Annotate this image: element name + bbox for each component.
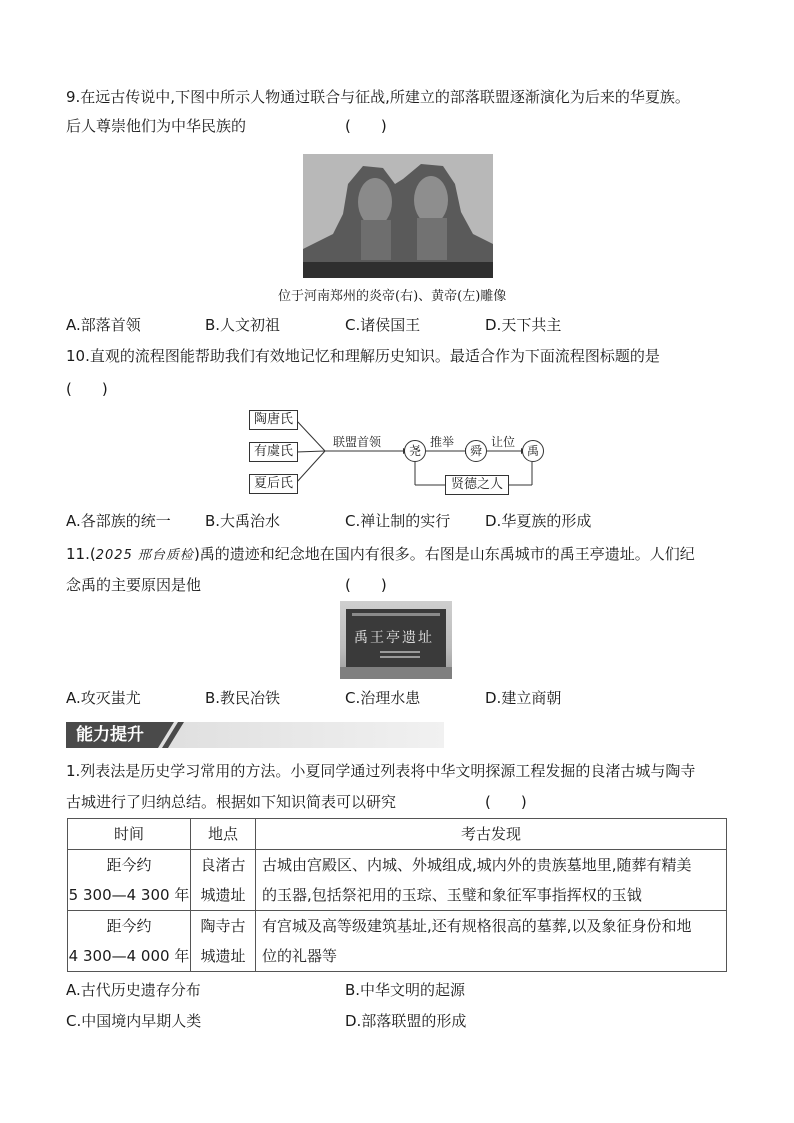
flow-node-shun: 舜 [465, 440, 487, 462]
q11-stem-line1 [66, 543, 695, 567]
statue-photo [303, 154, 493, 278]
flow-label-alliance: 联盟首领 [333, 435, 382, 449]
cell-place-line2: 城遗址 [200, 886, 246, 904]
q1-stem-line1: 1.列表法是历史学习常用的方法。小夏同学通过列表将中华文明探源工程发掘的良渚古城与陶寺 [66, 762, 696, 780]
q11-prefix: 11.( [66, 545, 96, 563]
header-finding: 考古发现 [256, 819, 727, 850]
cell-finding-line1: 古城由宫殿区、内城、外城组成,城内外的贵族墓地里,随葬有精美 [262, 856, 692, 874]
header-place: 地点 [191, 819, 256, 850]
q9-option-b[interactable]: B.人文初祖 [205, 316, 281, 334]
q1-option-c[interactable]: C.中国境内早期人类 [66, 1012, 202, 1030]
cell-place-line2: 城遗址 [200, 947, 246, 965]
table-header-row [68, 819, 727, 850]
cell-place [191, 850, 256, 911]
q11-option-b[interactable]: B.教民冶铁 [205, 689, 281, 707]
tablet-small-text-2 [380, 656, 420, 658]
flow-label-abdicate: 让位 [491, 435, 516, 449]
q9-option-c[interactable]: C.诸侯国王 [345, 316, 421, 334]
tablet-small-text-1 [380, 651, 420, 653]
header-time: 时间 [68, 819, 191, 850]
cell-finding-line2: 位的礼器等 [262, 947, 338, 965]
q10-option-c[interactable]: C.禅让制的实行 [345, 512, 451, 530]
table-row [68, 850, 727, 911]
cell-finding [256, 850, 727, 911]
tablet-top-text [352, 613, 440, 616]
statue-caption: 位于河南郑州的炎帝(右)、黄帝(左)雕像 [278, 289, 507, 304]
section-title: 能力提升 [76, 725, 144, 745]
q10-option-d[interactable]: D.华夏族的形成 [485, 512, 592, 530]
q1-answer-paren: ( ) [485, 793, 527, 811]
q10-option-b[interactable]: B.大禹治水 [205, 512, 281, 530]
cell-time [68, 911, 191, 972]
q9-stem-line1: 9.在远古传说中,下图中所示人物通过联合与征战,所建立的部落联盟逐渐演化为后来的华夏族。 [66, 88, 690, 106]
q9-stem-line2: 后人尊崇他们为中华民族的 [66, 117, 247, 135]
q11-option-c[interactable]: C.治理水患 [345, 689, 421, 707]
q1-option-d[interactable]: D.部落联盟的形成 [345, 1012, 467, 1030]
q11-source: 2025 邢台质检 [95, 548, 194, 563]
flowchart [245, 405, 565, 500]
stone-title: 禹王亭遗址 [354, 630, 434, 646]
flow-label-recommend: 推举 [430, 435, 455, 449]
section-banner [66, 722, 444, 748]
cell-place-line1: 良渚古 [200, 856, 246, 874]
cell-time-line2: 4 300—4 000 年 [68, 947, 190, 965]
cell-time-line1: 距今约 [106, 856, 152, 874]
q10-answer-paren: ( ) [66, 380, 108, 398]
q11-option-d[interactable]: D.建立商朝 [485, 689, 562, 707]
q1-option-a[interactable]: A.古代历史遗存分布 [66, 981, 201, 999]
flow-tribe-taotang: 陶唐氏 [249, 410, 298, 430]
flow-node-yu: 禹 [522, 440, 544, 462]
cell-time-line1: 距今约 [106, 917, 152, 935]
flow-virtuous: 贤德之人 [445, 475, 509, 495]
cell-time-line2: 5 300—4 300 年 [68, 886, 190, 904]
cell-finding [256, 911, 727, 972]
q11-stem-rest: )禹的遗迹和纪念地在国内有很多。右图是山东禹城市的禹王亭遗址。人们纪 [193, 545, 695, 563]
q11-option-a[interactable]: A.攻灭蚩尤 [66, 689, 141, 707]
q11-stem-line2: 念禹的主要原因是他 [66, 576, 202, 594]
q9-answer-paren: ( ) [345, 117, 387, 135]
knowledge-table [67, 818, 727, 972]
cell-time [68, 850, 191, 911]
cell-place-line1: 陶寺古 [200, 917, 246, 935]
cell-finding-line2: 的玉器,包括祭祀用的玉琮、玉璧和象征军事指挥权的玉钺 [262, 886, 642, 904]
q11-answer-paren: ( ) [345, 576, 387, 594]
q10-option-a[interactable]: A.各部族的统一 [66, 512, 171, 530]
q9-option-a[interactable]: A.部落首领 [66, 316, 141, 334]
q1-option-b[interactable]: B.中华文明的起源 [345, 981, 466, 999]
q10-stem-line1: 10.直观的流程图能帮助我们有效地记忆和理解历史知识。最适合作为下面流程图标题的是 [66, 347, 660, 365]
table-row [68, 911, 727, 972]
q9-option-d[interactable]: D.天下共主 [485, 316, 562, 334]
yuwangting-photo [340, 601, 452, 679]
statue-illustration [303, 154, 493, 278]
cell-finding-line1: 有宫城及高等级建筑基址,还有规格很高的墓葬,以及象征身份和地 [262, 917, 692, 935]
ground [340, 667, 452, 679]
flow-tribe-youyu: 有虞氏 [249, 442, 298, 462]
flow-tribe-xiahou: 夏后氏 [249, 474, 298, 494]
q1-stem-line2: 古城进行了归纳总结。根据如下知识简表可以研究 [66, 793, 397, 811]
flow-node-yao: 尧 [404, 440, 426, 462]
cell-place [191, 911, 256, 972]
